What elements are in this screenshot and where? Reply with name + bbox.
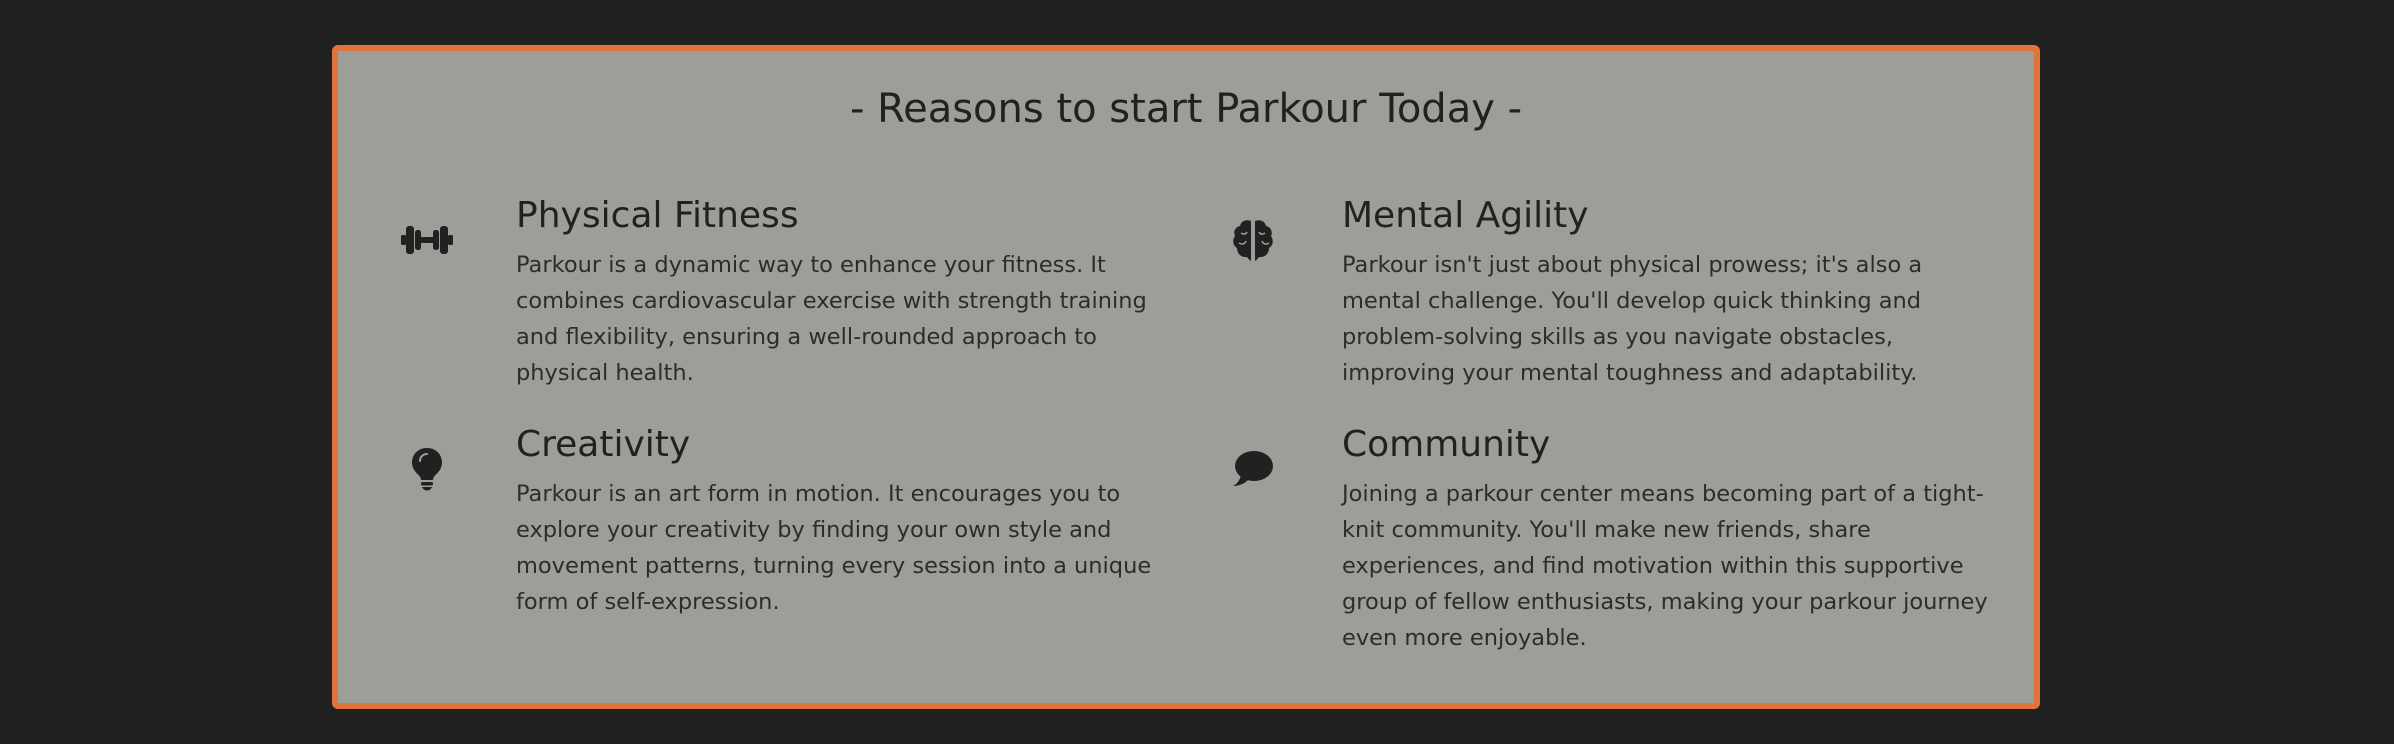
feature-heading: Physical Fitness [516,195,799,236]
lightbulb-icon [399,441,455,497]
brain-icon [1225,212,1281,268]
feature-creativity [516,423,1176,620]
feature-mental-agility [1342,194,2002,391]
feature-heading: Mental Agility [1342,195,1589,236]
feature-description: Parkour isn't just about physical prowess; it's also a mental challenge. You'll develop quick thinking and problem-solving skills as you navigate obstacles, improving your mental toughness and adaptability. [1342,252,1923,387]
feature-description: Parkour is a dynamic way to enhance your fitness. It combines cardiovascular exercise with strength training and flexibility, ensuring a well-rounded approach to physical health. [516,252,1147,387]
feature-community [1342,423,2002,656]
section-title: - Reasons to start Parkour Today - [849,86,1523,132]
feature-heading: Creativity [516,424,691,465]
feature-heading: Community [1342,424,1551,465]
dumbbell-icon [399,212,455,268]
feature-physical-fitness [516,194,1176,391]
feature-description: Joining a parkour center means becoming part of a tight-knit community. You'll make new friends, share experiences, and find motivation within this supportive group of fellow enthusiasts, making your parkour journey even more enjoyable. [1342,481,1988,652]
speech-bubble-icon [1225,441,1281,497]
reasons-panel [332,45,2040,709]
feature-description: Parkour is an art form in motion. It encourages you to explore your creativity by finding your own style and movement patterns, turning every session into a unique form of self-expression. [516,481,1152,616]
